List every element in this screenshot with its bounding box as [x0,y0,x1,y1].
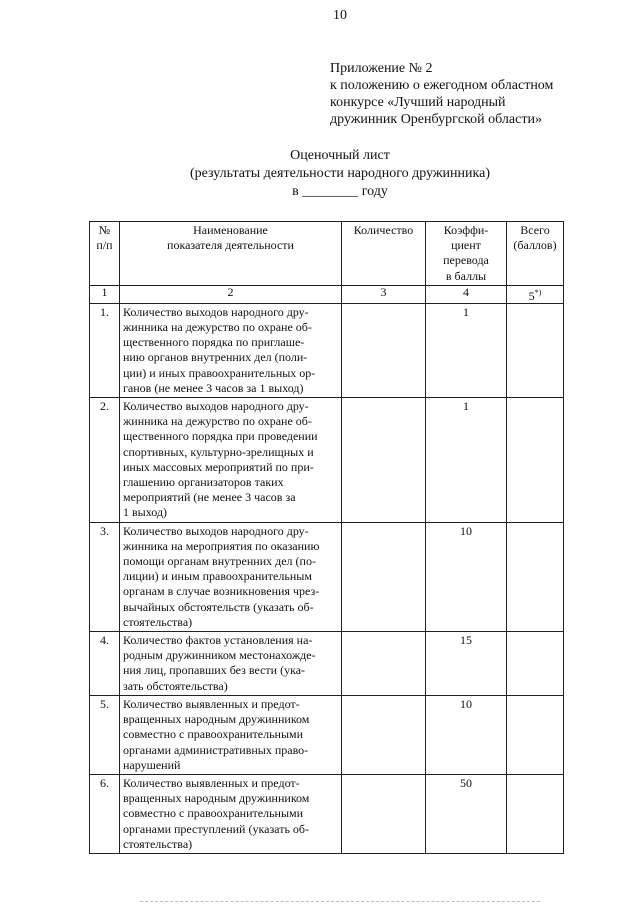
row-coefficient: 1 [426,303,507,397]
column-index: 1 [90,285,120,303]
column-index-5: 5 [528,288,535,303]
header-number: № п/п [90,222,120,286]
row-number: 3. [90,522,120,631]
row-quantity-cell [342,303,426,397]
column-index: 4 [426,285,507,303]
row-coefficient: 10 [426,695,507,774]
header-coefficient: Коэффи- циент перевода в баллы [426,222,507,286]
row-number: 6. [90,774,120,853]
row-quantity-cell [342,632,426,696]
row-coefficient: 1 [426,398,507,523]
table-row [90,398,564,523]
row-quantity-cell [342,398,426,523]
appendix-heading [330,60,620,128]
row-indicator-name: Количество выявленных и предот- вращенных народным дружинником совместно с правоохранительными органами административных право- нарушений [120,695,342,774]
row-indicator-name: Количество выходов народного дру- жинника на мероприятия по оказанию помощи органам внутренних дел (по- лиции) и иным правоохранительным органам в случае возникновения чрез- вычайных обстоятельств (указать об- стоятельства) [120,522,342,631]
appendix-line-4: дружинник Оренбургской области» [330,112,542,127]
page-number: 10 [333,8,347,23]
row-quantity-cell [342,774,426,853]
table-row [90,774,564,853]
row-total-cell [507,303,564,397]
column-index: 2 [120,285,342,303]
row-coefficient: 10 [426,522,507,631]
row-total-cell [507,522,564,631]
column-index: 3 [342,285,426,303]
column-index-row [90,285,564,303]
page-bottom-scan-marks [140,901,540,905]
row-number: 2. [90,398,120,523]
sheet-year-line: в ________ году [292,184,388,199]
table-header-row [90,222,564,286]
row-quantity-cell [342,695,426,774]
table-row [90,303,564,397]
footnote-mark: *) [534,287,542,297]
table-row [90,632,564,696]
header-total: Всего (баллов) [507,222,564,286]
row-number: 1. [90,303,120,397]
row-coefficient: 15 [426,632,507,696]
sheet-title: Оценочный лист [290,148,390,163]
row-number: 5. [90,695,120,774]
row-indicator-name: Количество выходов народного дру- жинника на дежурство по охране об- щественного порядка по приглаше- нию органов внутренних дел (поли- ции) и иных правоохранительных ор- ганов (не менее 3 часов за 1 выход) [120,303,342,397]
appendix-line-3: конкурсе «Лучший народный [330,95,506,110]
row-indicator-name: Количество выявленных и предот- вращенных народным дружинником совместно с правоохранительными органами преступлений (указать об- стоятельства) [120,774,342,853]
sheet-subtitle: (результаты деятельности народного дружинника) [190,166,490,181]
table-row [90,522,564,631]
row-indicator-name: Количество выходов народного дру- жинника на дежурство по охране об- щественного порядка при проведении спортивных, культурно-зрелищных и иных массовых мероприятий по при- глашению организаторов таких мероприятий (не менее 3 часов за 1 выход) [120,398,342,523]
header-quantity: Количество [342,222,426,286]
row-total-cell [507,774,564,853]
header-indicator-name: Наименование показателя деятельности [120,222,342,286]
row-number: 4. [90,632,120,696]
row-coefficient: 50 [426,774,507,853]
row-indicator-name: Количество фактов установления на- родным дружинником местонахожде- ния лиц, пропавших без вести (ука- зать обстоятельства) [120,632,342,696]
column-index [507,285,564,303]
appendix-line-1: Приложение № 2 [330,61,433,76]
appendix-line-2: к положению о ежегодном областном [330,78,554,93]
table-row [90,695,564,774]
row-quantity-cell [342,522,426,631]
row-total-cell [507,695,564,774]
sheet-heading [0,147,640,201]
row-total-cell [507,398,564,523]
row-total-cell [507,632,564,696]
evaluation-table [89,221,564,854]
